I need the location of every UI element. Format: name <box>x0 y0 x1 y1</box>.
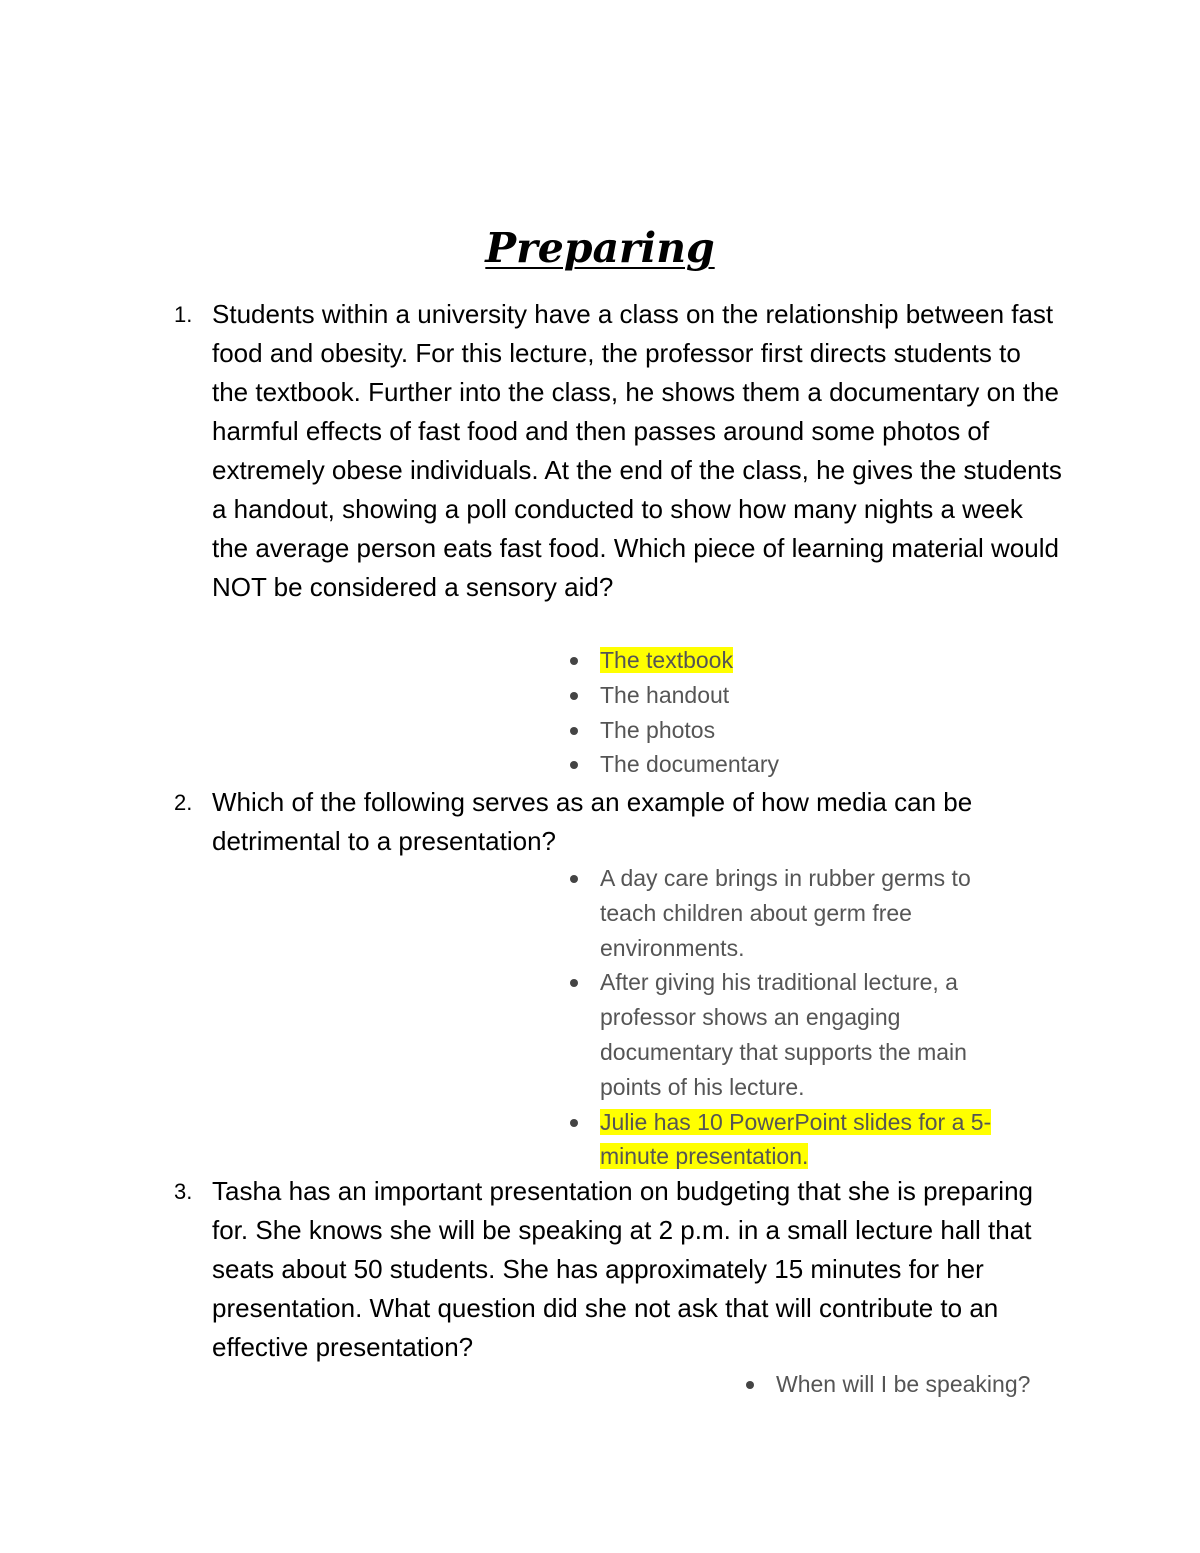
option-text: The documentary <box>600 751 779 778</box>
options-list-1 <box>600 643 1020 782</box>
option-text: The handout <box>600 681 730 708</box>
option-item <box>600 747 1020 782</box>
question-number: 2. <box>174 790 193 815</box>
bullet-icon <box>746 1381 754 1389</box>
option-text: When will I be speaking? <box>776 1371 1031 1397</box>
question-number: 1. <box>174 302 193 327</box>
bullet-icon <box>570 979 578 987</box>
page-title: Preparing <box>485 224 715 272</box>
options-list-3 <box>776 1367 1106 1402</box>
bullet-icon <box>570 657 578 665</box>
option-item <box>600 1105 1015 1175</box>
option-item <box>776 1367 1106 1402</box>
option-text: The photos <box>600 716 716 743</box>
bullet-icon <box>570 761 578 769</box>
option-text-highlighted: The textbook <box>600 647 733 673</box>
bullet-icon <box>570 727 578 735</box>
options-list-2 <box>600 861 1015 1174</box>
question-text: Tasha has an important presentation on budgeting that she is preparing for. She knows she will be speaking at 2 p.m. in a small lecture hall that seats about 50 students. She has approximately 15 minutes for her presentation. What question did she not ask that will contribute to an effective presentation? <box>212 1176 1033 1362</box>
option-text-highlighted: Julie has 10 PowerPoint slides for a 5-minute presentation. <box>600 1108 992 1170</box>
question-text: Students within a university have a class on the relationship between fast food and obesity. For this lecture, the professor first directs students to the textbook. Further into the class, he shows them a documentary on the harmful effects of fast food and then passes around some photos of extremely obese individuals. At the end of the class, he gives the students a handout, showing a poll conducted to show how many nights a week the average person eats fast food. Which piece of learning material would NOT be considered a sensory aid? <box>212 299 1062 602</box>
bullet-icon <box>570 1119 578 1127</box>
bullet-icon <box>570 875 578 883</box>
question-1 <box>174 295 1062 607</box>
question-3 <box>174 1172 1062 1367</box>
option-item <box>600 713 1020 748</box>
bullet-icon <box>570 692 578 700</box>
option-item <box>600 678 1020 713</box>
option-item <box>600 965 1015 1104</box>
option-text: A day care brings in rubber germs to teach children about germ free environments. <box>600 865 971 961</box>
question-text: Which of the following serves as an example of how media can be detrimental to a presentation? <box>212 787 973 856</box>
option-item <box>600 643 1020 678</box>
option-item <box>600 861 1015 965</box>
question-2 <box>174 783 1062 861</box>
option-text: After giving his traditional lecture, a professor shows an engaging documentary that supports the main points of his lecture. <box>600 969 967 1100</box>
question-number: 3. <box>174 1179 193 1204</box>
